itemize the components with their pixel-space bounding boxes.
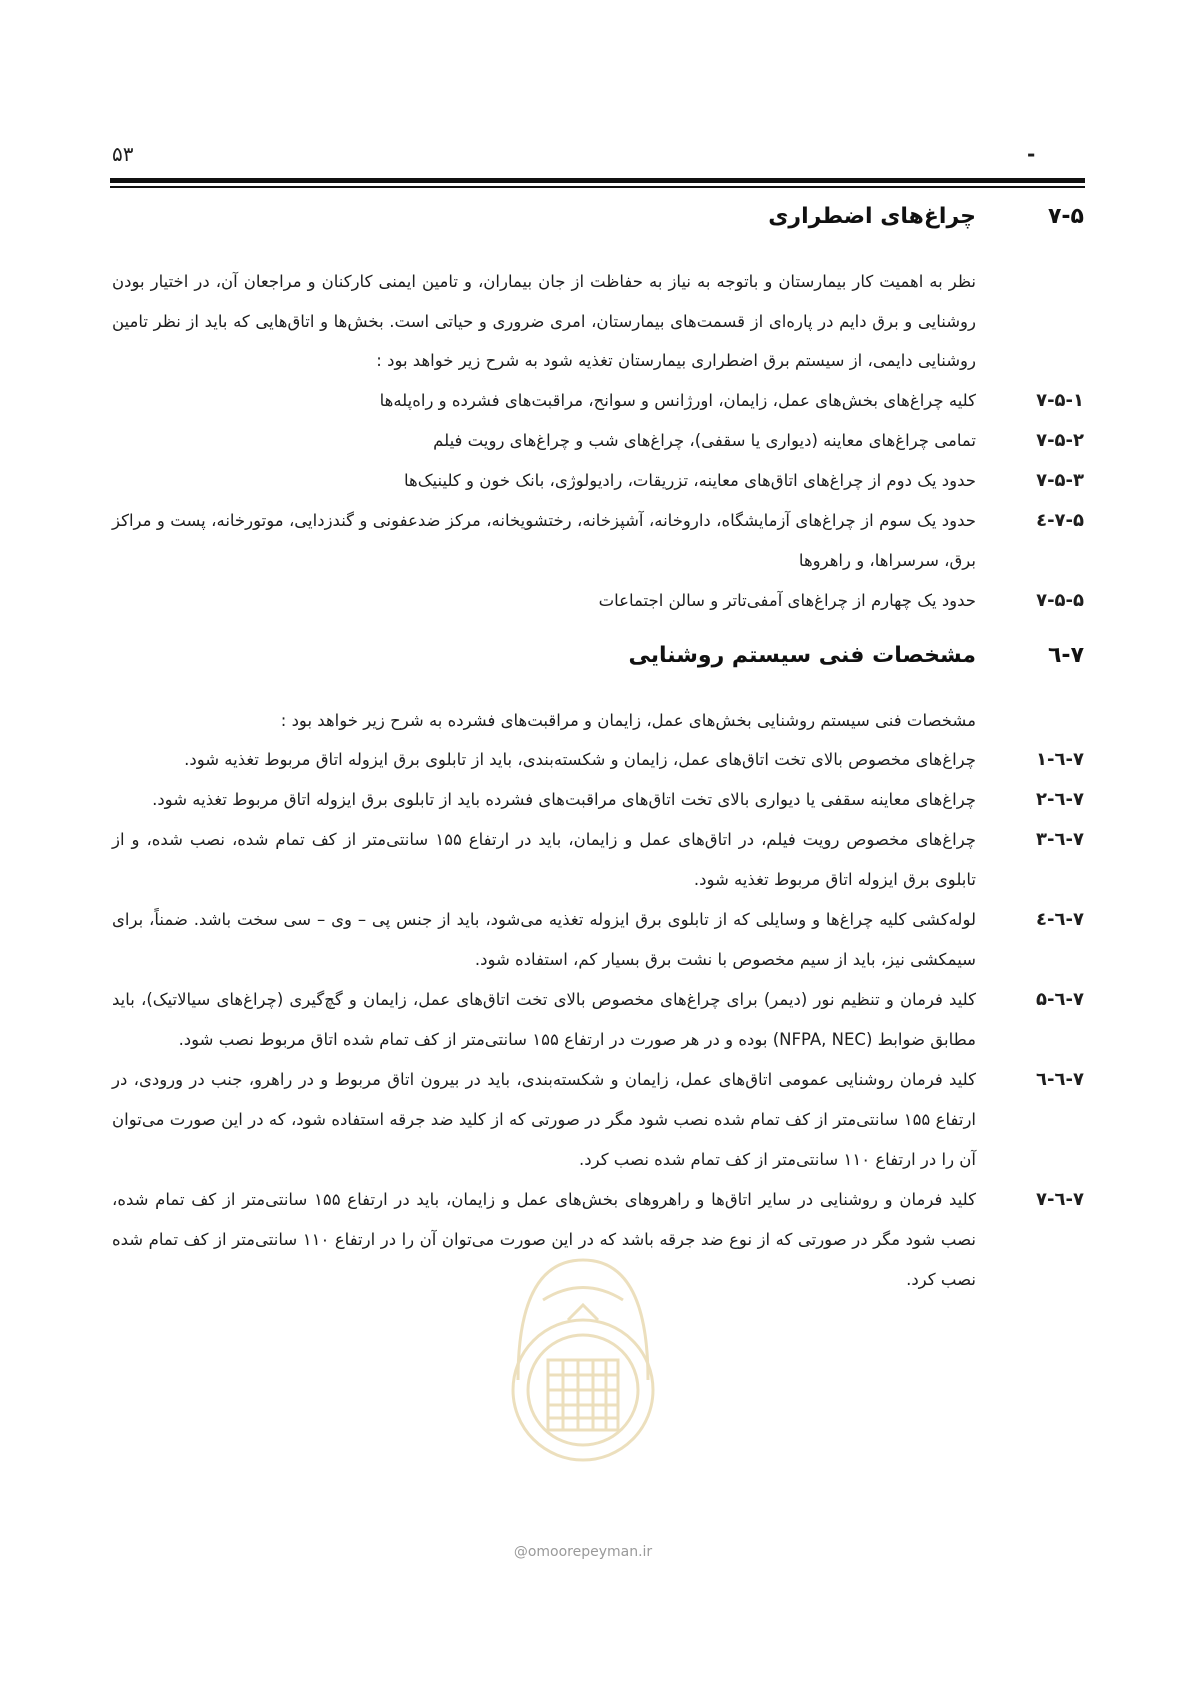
item-text: کلید فرمان و روشنایی در سایر اتاق‌ها و راهروهای بخش‌های عمل و زایمان، باید در ارتفاع ۱۵۵ سانتی‌متر از کف تمام شده، نصب شود مگر در صورتی که از نوع ضد جرقه باشد که در این صورت می‌توان آن را در ارتفاع ۱۱۰ سانتی‌متر از کف تمام شده نصب کرد.: [112, 1190, 976, 1289]
header-rule-thick: [110, 178, 1085, 183]
list-item: [112, 900, 1084, 980]
list-item: [112, 820, 1084, 900]
section-intro: مشخصات فنی سیستم روشنایی بخش‌های عمل، زایمان و مراقبت‌های فشرده به شرح زیر خواهد بود :: [280, 710, 976, 730]
item-number: ۷-۵-۱: [1036, 389, 1084, 411]
item-number: ۷-٦-۵: [1036, 989, 1084, 1010]
item-text: تمامی چراغ‌های معاینه (دیواری یا سقفی)، چراغ‌های شب و چراغ‌های رویت فیلم: [433, 430, 976, 450]
item-number: ۷-۵-۲: [1036, 429, 1084, 451]
watermark-url: @omoorepeyman.ir: [513, 1544, 653, 1560]
item-number: ۷-۵-۵: [1036, 589, 1084, 611]
item-text: حدود یک چهارم از چراغ‌های آمفی‌تاتر و سالن اجتماعات: [598, 590, 976, 610]
item-number: ۷-٦-۱: [1036, 749, 1084, 770]
document-body: [112, 204, 1084, 1300]
section-heading-emergency-lights: [112, 204, 1084, 262]
item-number: ۷-۵-۳: [1036, 469, 1084, 491]
item-text: چراغ‌های مخصوص بالای تخت اتاق‌های عمل، زایمان و شکسته‌بندی، باید از تابلوی برق ایزوله اتاق مربوط تغذیه شود.: [184, 750, 976, 769]
item-text: چراغ‌های معاینه سقفی یا دیواری بالای تخت اتاق‌های مراقبت‌های فشرده باید از تابلوی برق ایزوله اتاق مربوط تغذیه شود.: [152, 790, 976, 809]
item-text: کلید فرمان روشنایی عمومی اتاق‌های عمل، زایمان و شکسته‌بندی، باید در بیرون اتاق مربوط و در راهرو، جنب در ورودی، در ارتفاع ۱۵۵ سانتی‌متر از کف تمام شده نصب شود مگر در صورتی که از کلید ضد جرقه استفاده شود، که در این صورت می‌توان آن را در ارتفاع ۱۱۰ سانتی‌متر از کف تمام شده نصب کرد.: [112, 1070, 977, 1169]
item-number: ۷-٦-٤: [1036, 909, 1084, 930]
section-title: مشخصات فنی سیستم روشنایی: [628, 642, 976, 668]
section-number: ۷-٦: [1047, 642, 1084, 668]
list-item: [112, 461, 1084, 501]
list-item: [112, 980, 1084, 1060]
header-dash: -: [1027, 142, 1036, 166]
section-intro: نظر به اهمیت کار بیمارستان و باتوجه به نیاز به حفاظت از جان بیماران، و تامین ایمنی کارکنان و مراجعان آن، در اختیار بودن روشنایی و برق دایم در پاره‌ای از قسمت‌های بیمارستان، امری ضروری و حیاتی است. بخش‌ها و اتاق‌هایی که باید از نظر تامین روشنایی دایمی، از سیستم برق اضطراری بیمارستان تغذیه شود به شرح زیر خواهد بود :: [112, 272, 976, 370]
item-text: حدود یک دوم از چراغ‌های اتاق‌های معاینه، تزریقات، رادیولوژی، بانک خون و کلینیک‌ها: [404, 470, 976, 490]
item-number: ۷-۵-٤: [1036, 509, 1084, 531]
list-item: [112, 421, 1084, 461]
list-item: [112, 1060, 1084, 1180]
list-item: [112, 740, 1084, 780]
item-text: لوله‌کشی کلیه چراغ‌ها و وسایلی که از تابلوی برق ایزوله تغذیه می‌شود، باید از جنس پی – وی – سی سخت باشد. ضمناً، برای سیمکشی نیز، باید از سیم مخصوص با نشت برق بسیار کم، استفاده شود.: [112, 910, 976, 969]
item-text: چراغ‌های مخصوص رویت فیلم، در اتاق‌های عمل و زایمان، باید در ارتفاع ۱۵۵ سانتی‌متر از کف تمام شده، نصب شده، و از تابلوی برق ایزوله اتاق مربوط تغذیه شود.: [112, 830, 976, 889]
item-number: ۷-٦-۲: [1036, 789, 1084, 810]
watermark-seal-icon: [488, 1240, 678, 1510]
item-number: ۷-٦-۷: [1036, 1189, 1084, 1210]
item-text: حدود یک سوم از چراغ‌های آزمایشگاه، داروخانه، آشپزخانه، رختشویخانه، مرکز ضدعفونی و گندزدایی، موتورخانه، پست و مراکز برق، سرسراها، و راهروها: [112, 510, 976, 570]
list-item: [112, 381, 1084, 421]
item-text: کلید فرمان و تنظیم نور (دیمر) برای چراغ‌های مخصوص بالای تخت اتاق‌های عمل، زایمان و گچ‌گیری (چراغ‌های سیالاتیک)، باید مطابق ضوابط (NFPA, NEC) بوده و در هر صورت در ارتفاع ۱۵۵ سانتی‌متر از کف تمام شده اتاق مربوط نصب شود.: [112, 990, 976, 1049]
list-item: [112, 581, 1084, 621]
section-number: ۷-۵: [1048, 204, 1084, 229]
list-item: [112, 780, 1084, 820]
item-number: ۷-٦-۳: [1036, 829, 1084, 850]
section-heading-lighting-specs: [112, 643, 1084, 701]
list-item: [112, 501, 1084, 581]
header-rule-thin: [110, 186, 1085, 188]
item-text: کلیه چراغ‌های بخش‌های عمل، زایمان، اورژانس و سوانح، مراقبت‌های فشرده و راه‌پله‌ها: [379, 390, 976, 410]
page-number: ۵۳: [112, 142, 134, 166]
lighting-specs-list: [112, 740, 1084, 1300]
item-number: ۷-٦-٦: [1036, 1069, 1084, 1090]
section-title: چراغ‌های اضطراری: [768, 204, 976, 229]
emergency-lights-list: [112, 381, 1084, 621]
